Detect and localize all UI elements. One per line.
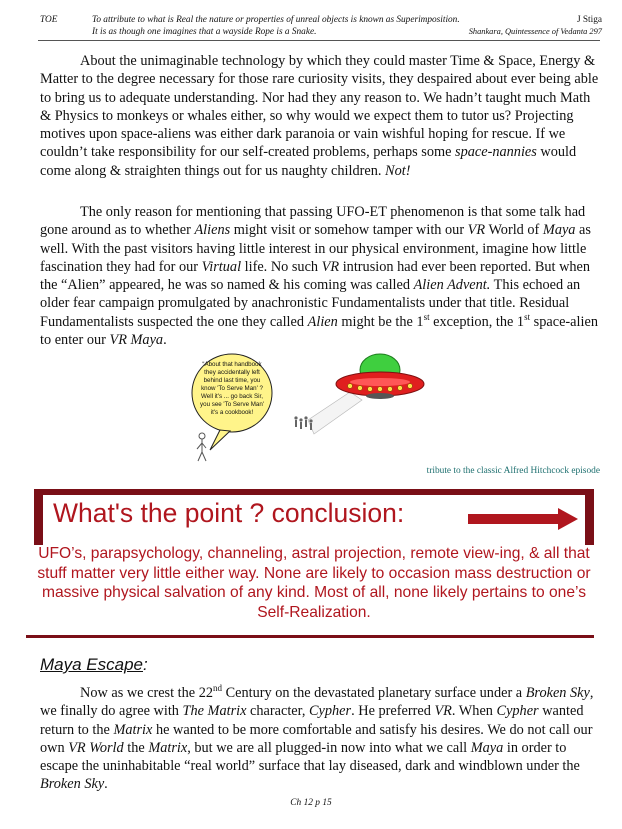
- page-footer: Ch 12 p 15: [290, 798, 332, 808]
- header-source: Shankara, Quintessence of Vedanta 297: [468, 27, 602, 36]
- box-bottom-rule: [26, 635, 594, 638]
- header-author: J Stiga: [576, 15, 602, 25]
- walking-man-icon: [197, 433, 206, 461]
- conclusion-title: What's the point ? conclusion:: [53, 498, 405, 528]
- bubble-line: it's a cookbook!: [210, 409, 254, 416]
- conclusion-box: [26, 489, 594, 641]
- speech-bubble-text: [200, 361, 264, 416]
- box-left-bar: [34, 489, 43, 545]
- box-top-bar: [34, 489, 594, 495]
- box-right-bar: [585, 489, 594, 545]
- ufo-icon: [336, 354, 424, 399]
- bubble-line: know 'To Serve Man' ?: [201, 385, 263, 392]
- speech-bubble-tail: [210, 430, 230, 450]
- header-rule: [38, 40, 600, 41]
- bubble-line: you see 'To Serve Man': [200, 401, 264, 408]
- section-heading: Maya Escape:: [40, 655, 148, 674]
- ufo-cartoon: [190, 352, 450, 472]
- paragraph-3: Now as we crest the 22nd Century on the devastated planetary surface under a Broken Sky, we finally do agree with The Matrix character, Cypher. He preferred VR. When Cypher wanted return to the Matrix he wanted to be more comfortable and satisfy his desires. We do not call our own VR World the Matrix, but we are all plugged-in now into what we call Maya in order to escape the uninhabitable “real world” surface that lay diseased, dark and windblown under the Broken Sky.: [40, 683, 594, 793]
- section-title: Maya Escape: [40, 655, 143, 674]
- paragraph-1: About the unimaginable technology by which they could master Time & Space, Energy & Matter to the degree necessary for those rare curiosity visits, they despaired about ever being able to bring us to adequate understanding. Nor had they any reason to. We hadn’t taught much Math & Physics to monkeys or whales either, so why would we expect them to tutor us? Projecting motives upon space-aliens was either dark paranoia or vain wishful hoping for rescue. If we couldn’t take responsibility for our self-created problems, perhaps some space-nannies would come along & straighten things out for us naughty children. Not!: [40, 53, 599, 179]
- bubble-line: they accidentally left: [204, 369, 260, 376]
- bubble-line: “About that handbook: [202, 361, 262, 368]
- conclusion-body: UFO’s, parapsychology, channeling, astral projection, remote view-ing, & all that stuff matter very little either way. None are likely to occasion mass destruction or massive physical salvation of any kind. Most of all, none likely pertains to one’s Self-Realization.: [37, 545, 591, 621]
- header-quote-line2: It is as though one imagines that a wayside Rope is a Snake.: [92, 27, 317, 37]
- bubble-line: Well it's ... go back Sir,: [201, 393, 263, 400]
- bubble-line: behind last time, you: [203, 377, 261, 384]
- header-quote-line1: To attribute to what is Real the nature or properties of unreal objects is known as Superimposition.: [92, 15, 460, 25]
- arrow-right-icon: [468, 508, 578, 530]
- image-caption: tribute to the classic Alfred Hitchcock episode: [426, 466, 600, 476]
- paragraph-2: The only reason for mentioning that passing UFO-ET phenomenon is that some talk had gone around as to whether Aliens might visit or somehow tamper with our VR World of Maya as well. With the past visitors having little interest in our physical environment, imagine how little fascination they had for our Virtual life. No such VR intrusion had ever been reported. But when the “Alien” appeared, he was so named & his coming was called Alien Advent. This echoed an older fear campaign promulgated by anachronistic Fundamentalists under that title. Residual Fundamentalists suspected the one they called Alien might be the 1st exception, the 1st space-alien to enter our VR Maya.: [40, 204, 598, 349]
- header-doc-id: TOE: [40, 15, 58, 25]
- tractor-beam: [308, 392, 362, 434]
